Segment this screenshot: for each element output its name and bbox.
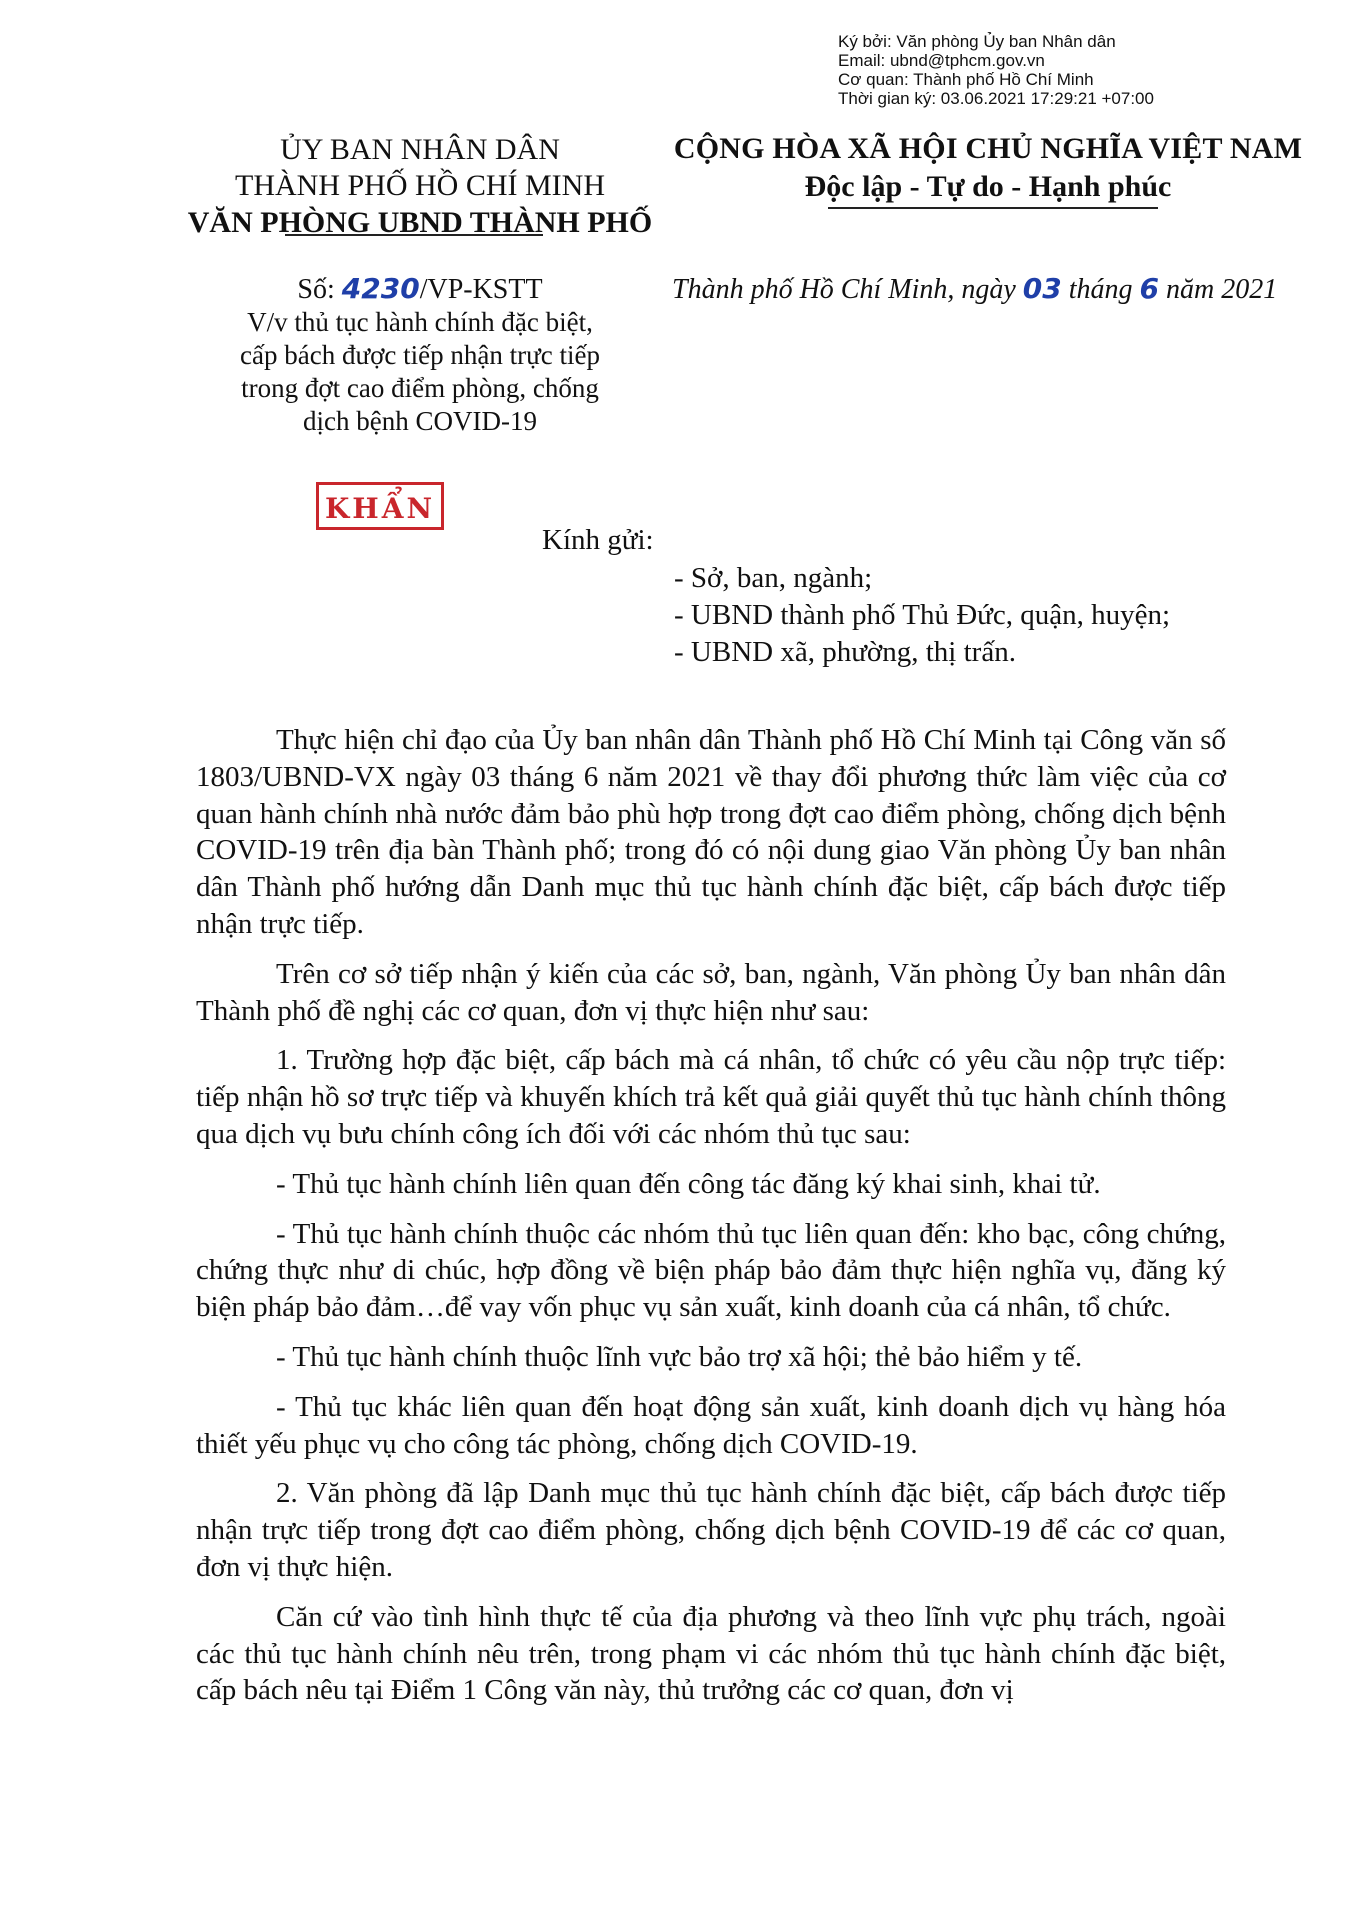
body-paragraph: 1. Trường hợp đặc biệt, cấp bách mà cá nhân, tổ chức có yêu cầu nộp trực tiếp: tiếp nhận hồ sơ trực tiếp và khuyến khích trả kết quả giải quyết thủ tục hành chính thông qua dịch vụ bưu chính công ích đối với các nhóm thủ tục sau:	[196, 1044, 1226, 1150]
signature-time: Thời gian ký: 03.06.2021 17:29:21 +07:00	[838, 89, 1154, 108]
document-body	[196, 722, 1226, 1722]
recipient-item: - UBND thành phố Thủ Đức, quận, huyện;	[674, 599, 1171, 631]
issuer-line-3: VĂN PHÒNG UBND THÀNH PHỐ	[187, 206, 653, 239]
recipients-list	[674, 560, 1170, 671]
date-place: Thành phố Hồ Chí Minh, ngày	[672, 274, 1023, 305]
doc-number-handwritten: 4230	[341, 272, 420, 305]
urgent-stamp: KHẨN	[316, 482, 444, 530]
doc-number-prefix: Số:	[297, 274, 342, 305]
issuer-line-1: ỦY BAN NHÂN DÂN	[280, 133, 560, 166]
body-paragraph: 2. Văn phòng đã lập Danh mục thủ tục hành chính đặc biệt, cấp bách được tiếp nhận trực tiếp trong đợt cao điểm phòng, chống dịch bệnh COVID-19 để các cơ quan, đơn vị thực hiện.	[196, 1477, 1226, 1583]
subject-line: trong đợt cao điểm phòng, chống	[241, 373, 599, 403]
digital-signature-block	[838, 32, 1318, 108]
signature-email: Email: ubnd@tphcm.gov.vn	[838, 51, 1045, 70]
body-paragraph: - Thủ tục hành chính thuộc lĩnh vực bảo trợ xã hội; thẻ bảo hiểm y tế.	[276, 1340, 1083, 1373]
signature-agency: Cơ quan: Thành phố Hồ Chí Minh	[838, 70, 1094, 89]
body-paragraph: Thực hiện chỉ đạo của Ủy ban nhân dân Thành phố Hồ Chí Minh tại Công văn số 1803/UBND-VX ngày 03 tháng 6 năm 2021 về thay đổi phương thức làm việc của cơ quan hành chính nhà nước đảm bảo phù hợp trong đợt cao điểm phòng, chống dịch bệnh COVID-19 trên địa bàn Thành phố; trong đó có nội dung giao Văn phòng Ủy ban nhân dân Thành phố hướng dẫn Danh mục thủ tục hành chính đặc biệt, cấp bách được tiếp nhận trực tiếp.	[196, 724, 1226, 940]
body-paragraph: Căn cứ vào tình hình thực tế của địa phương và theo lĩnh vực phụ trách, ngoài các thủ tục hành chính nêu trên, trong phạm vi các nhóm thủ tục hành chính đặc biệt, cấp bách nêu tại Điểm 1 Công văn này, thủ trưởng các cơ quan, đơn vị	[196, 1600, 1226, 1707]
national-header	[668, 130, 1308, 206]
subject-line: dịch bệnh COVID-19	[303, 406, 537, 436]
body-paragraph: - Thủ tục hành chính thuộc các nhóm thủ tục liên quan đến: kho bạc, công chứng, chứng thực như di chúc, hợp đồng về biện pháp bảo đảm thực hiện nghĩa vụ, đăng ký biện pháp bảo đảm…để vay vốn phục vụ sản xuất, kinh doanh của cá nhân, tổ chức.	[196, 1217, 1226, 1324]
recipients-label: Kính gửi:	[542, 524, 654, 556]
date-year: năm 2021	[1159, 274, 1278, 305]
document-subject	[200, 306, 640, 438]
date-month-label: tháng	[1061, 274, 1140, 305]
subject-line: V/v thủ tục hành chính đặc biệt,	[247, 307, 593, 337]
subject-line: cấp bách được tiếp nhận trực tiếp	[240, 340, 600, 370]
document-number	[180, 272, 660, 307]
doc-number-suffix: /VP-KSTT	[419, 274, 543, 305]
motto-underline	[828, 207, 1158, 209]
issuer-header	[180, 132, 660, 242]
body-paragraph: Trên cơ sở tiếp nhận ý kiến của các sở, ban, ngành, Văn phòng Ủy ban nhân dân Thành phố đề nghị các cơ quan, đơn vị thực hiện như sau:	[196, 957, 1226, 1027]
recipient-item: - Sở, ban, ngành;	[674, 562, 873, 594]
national-title: CỘNG HÒA XÃ HỘI CHỦ NGHĨA VIỆT NAM	[673, 132, 1303, 165]
issuer-underline	[285, 234, 543, 236]
national-motto: Độc lập - Tự do - Hạnh phúc	[804, 170, 1172, 203]
issuer-line-2: THÀNH PHỐ HỒ CHÍ MINH	[235, 169, 605, 202]
signature-signed-by: Ký bởi: Văn phòng Ủy ban Nhân dân	[838, 32, 1116, 51]
date-month-handwritten: 6	[1139, 272, 1160, 305]
date-line	[672, 272, 1322, 307]
date-day-handwritten: 03	[1022, 272, 1062, 305]
body-paragraph: - Thủ tục hành chính liên quan đến công tác đăng ký khai sinh, khai tử.	[276, 1167, 1101, 1200]
body-paragraph: - Thủ tục khác liên quan đến hoạt động sản xuất, kinh doanh dịch vụ hàng hóa thiết yếu phục vụ cho công tác phòng, chống dịch COVID-19.	[196, 1390, 1226, 1460]
recipient-item: - UBND xã, phường, thị trấn.	[674, 636, 1016, 668]
